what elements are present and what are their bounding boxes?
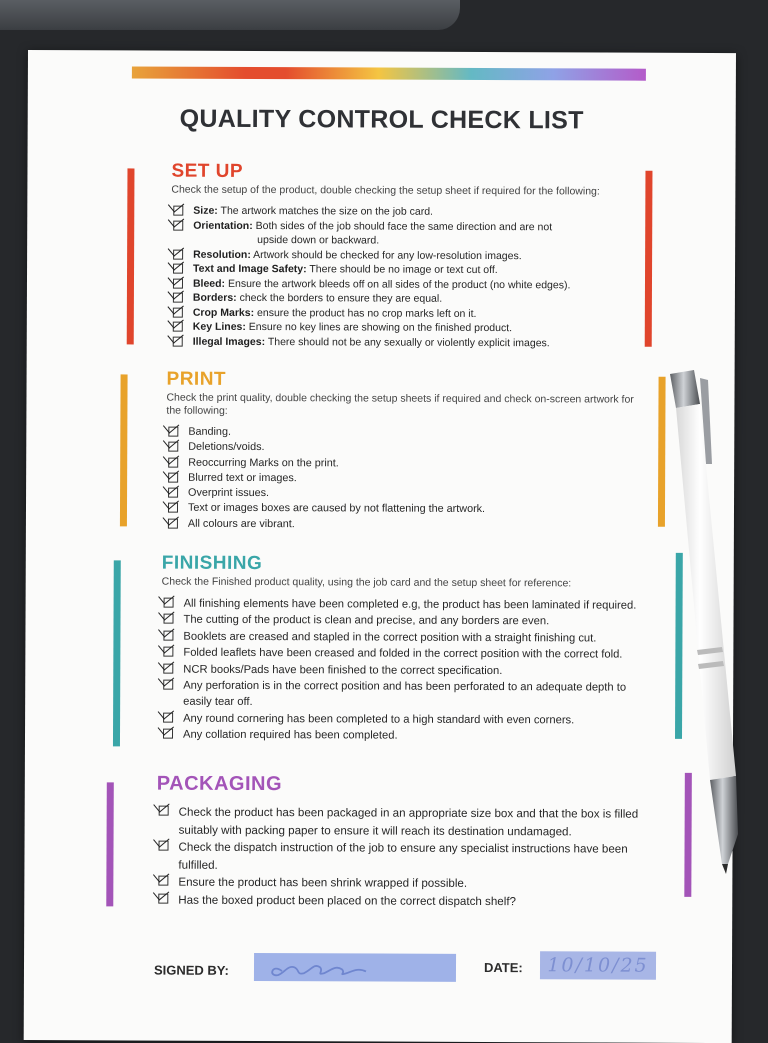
item-label: Borders: (192, 291, 237, 304)
item-text: Deletions/voids. (188, 441, 265, 454)
item-label: Orientation: (193, 219, 253, 232)
date-label: DATE: (483, 959, 523, 976)
section-title: SET UP (171, 160, 244, 182)
checkbox-ticked[interactable] (158, 893, 168, 903)
checklist-item (156, 891, 646, 911)
item-label: Size: (193, 204, 218, 217)
item-text: Ensure the artwork bleeds off on all sides of the product (no white edges). (225, 277, 571, 291)
item-text: Ensure the product has been shrink wrapped if possible. (178, 875, 468, 890)
section-title: PRINT (166, 368, 227, 390)
checklist-item (171, 218, 641, 249)
packaging-accent-bar (106, 782, 114, 906)
item-text: ensure the product has no crop marks left on it. (254, 306, 477, 320)
item-text: Any round cornering has been completed to a high standard with even corners. (183, 712, 575, 727)
item-label: Bleed: (192, 277, 226, 290)
item-text: Check the dispatch instruction of the job to ensure any specialist instructions have been fulfilled. (178, 840, 628, 872)
item-label: Key Lines: (192, 320, 246, 333)
item-text: check the borders to ensure they are equal. (236, 291, 443, 305)
checklist-item (171, 334, 641, 351)
section-finishing (161, 553, 642, 746)
checkbox-ticked[interactable] (168, 518, 178, 528)
item-label: Crop Marks: (192, 306, 255, 319)
checklist-item (156, 874, 646, 894)
item-text: NCR books/Pads have been finished to the correct specification. (183, 663, 503, 677)
item-text: Any perforation is in the correct position and has been perforated to an adequate depth to easily tear off. (183, 679, 627, 709)
signature-field[interactable] (254, 953, 456, 982)
section-title: FINISHING (161, 552, 263, 575)
checkbox-ticked[interactable] (173, 220, 183, 230)
section-intro: Check the Finished product quality, using the job card and the setup sheet for reference: (161, 575, 572, 590)
rainbow-header-strip (132, 66, 646, 80)
checklist-item (166, 516, 636, 533)
checklist-item (156, 839, 646, 876)
item-text: The artwork matches the size on the job card. (217, 204, 434, 218)
section-intro: Check the setup of the product, double checking the setup sheet if required for the following: (171, 183, 600, 198)
checkbox-ticked[interactable] (173, 336, 183, 346)
section-title: PACKAGING (156, 772, 283, 796)
checklist-sheet (24, 50, 736, 1043)
page-title: QUALITY CONTROL CHECK LIST (179, 104, 584, 135)
item-text: Both sides of the job should face the same direction and are not (252, 219, 553, 233)
item-text: Check the product has been packaged in an appropriate size box and that the box is filled suitably with packing paper to ensure it will reach its destination undamaged. (178, 805, 639, 838)
checkbox-ticked[interactable] (163, 680, 173, 690)
item-text: All colours are vibrant. (187, 517, 295, 530)
section-intro: Check the print quality, double checking the setup sheets if required and check on-screen artwork for the following: (166, 391, 634, 417)
handwritten-signature (254, 953, 456, 982)
finishing-accent-bar (113, 560, 121, 746)
item-label: Text and Image Safety: (193, 262, 307, 276)
item-text: Any collation required has been completed. (182, 728, 398, 742)
item-text: Artwork should be checked for any low-resolution images. (250, 248, 522, 262)
item-text: Booklets are creased and stapled in the correct position with a straight finishing cut. (183, 630, 597, 645)
checkbox-ticked[interactable] (159, 841, 169, 851)
item-text: Has the boxed product been placed on the correct dispatch shelf? (178, 893, 517, 908)
item-label: Resolution: (193, 248, 251, 261)
item-label: Illegal Images: (192, 335, 266, 348)
checklist-item (157, 804, 647, 841)
laptop-edge (0, 0, 460, 30)
checkbox-ticked[interactable] (163, 729, 173, 739)
item-text: There should not be any sexually or violently explicit images. (265, 335, 550, 349)
item-text: All finishing elements have been completed e.g, the product has been laminated if required. (183, 597, 637, 612)
setup-accent-bar-right (645, 171, 653, 347)
item-text: Text or images boxes are caused by not flattening the artwork. (187, 502, 486, 516)
section-setup (171, 161, 642, 351)
item-text: Banding. (188, 425, 231, 438)
setup-accent-bar (127, 168, 135, 344)
item-text: Blurred text or images. (188, 471, 297, 485)
item-text-continued: upside down or backward. (257, 234, 380, 247)
checkbox-ticked[interactable] (158, 876, 168, 886)
item-text: The cutting of the product is clean and precise, and any borders are even. (183, 614, 550, 628)
print-accent-bar (120, 374, 128, 526)
checklist-item (161, 678, 641, 713)
item-text: Reoccurring Marks on the print. (188, 456, 339, 469)
item-text: Overprint issues. (188, 486, 270, 500)
item-text: There should be no image or text cut off. (306, 263, 498, 277)
pen-icon (664, 364, 744, 884)
checkbox-ticked[interactable] (159, 806, 169, 816)
signed-by-label: SIGNED BY: (153, 962, 229, 978)
date-value: 10/10/25 (547, 954, 649, 977)
date-field[interactable] (540, 951, 656, 980)
checklist-item (161, 727, 641, 746)
item-text: Folded leaflets have been creased and folded in the correct position with the correct fold. (183, 646, 623, 661)
item-text: Ensure no key lines are showing on the finished product. (245, 320, 513, 335)
section-packaging (156, 773, 647, 911)
section-print (166, 369, 637, 534)
